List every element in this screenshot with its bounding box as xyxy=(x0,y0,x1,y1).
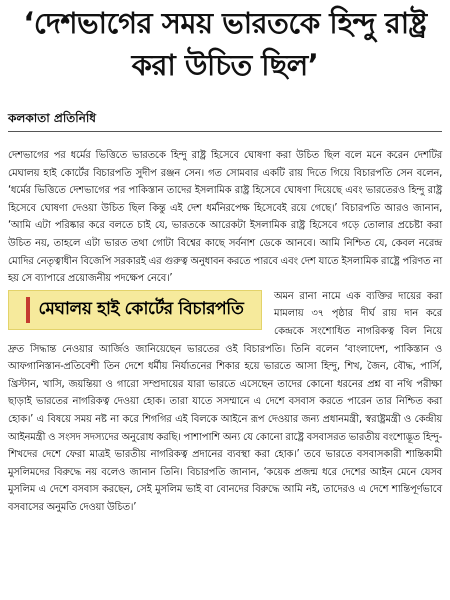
article-body xyxy=(8,147,442,516)
subhead-accent-bar xyxy=(26,297,30,323)
subhead-box xyxy=(8,290,262,330)
article-headline: ‘দেশভাগের সময় ভারতকে হিন্দু রাষ্ট্র করা উচিত ছিল’ xyxy=(23,6,427,82)
subhead-text: মেঘালয় হাই কোর্টের বিচারপতি xyxy=(38,298,244,319)
paragraph-1: দেশভাগের পর ধর্মের ভিত্তিতে ভারতকে হিন্দু রাষ্ট্র হিসেবে ঘোষণা করা উচিত ছিল বলে মনে করেন দেশটির মেঘালয় হাই কোর্টের বিচারপতি সুদীপ রঞ্জন সেন। গত সোমবার একটি রায় দিতে গিয়ে বিচারপতি সেন বলেন, ‘ধর্মের ভিত্তিতে দেশভাগের পর পাকিস্তান তাদের ইসলামিক রাষ্ট্র হিসেবে ঘোষণা দিয়েছে এবং ভারতেরও হিন্দু রাষ্ট্র হিসেবে ঘোষণা দেওয়া উচিত ছিল কিন্তু এই দেশ ধর্মনিরপেক্ষ হিসেবেই রয়ে গেছে।’ বিচারপতি আরও জানান, ‘আমি এটা পরিষ্কার করে বলতে চাই যে, ভারতকে আরেকটা ইসলামিক রাষ্ট্র হিসেবে গড়ে তোলার প্রচেষ্টা করা উচিত নয়, তাহলে এটা ভারত তথা গোটা বিশ্বের কাছে সর্বনাশ ডেকে আনবে। আমি নিশ্চিত যে, কেবল নরেন্দ্র মোদির নেতৃত্বাধীন বিজেপি সরকারই এর গুরুত্ব অনুধাবন করতে পারবে এবং দেশ যাতে ইসলামিক রাষ্ট্রে পরিণত না হয় সে ব্যাপারে প্রয়োজনীয় পদক্ষেপ নেবে।’ xyxy=(8,150,442,285)
byline-divider xyxy=(8,131,442,132)
byline: কলকাতা প্রতিনিধি xyxy=(8,111,97,125)
paragraph-2: অমন রানা নামে এক ব্যক্তির দায়ের করা মামলায় ৩৭ পৃষ্ঠার দীর্ঘ রায় দান করে কেন্দ্রকে সংশোধিত নাগরিকত্ব বিল নিয়ে দ্রুত সিদ্ধান্ত নেওয়ার আর্জিও জানিয়েছেন ভারতের ওই বিচারপতি। তিনি বলেন ‘বাংলাদেশ, পাকিস্তান ও আফগানিস্তান-প্রতিবেশী তিন দেশে ধর্মীয় নির্যাতনের শিকার হয়ে ভারতে আসা হিন্দু, শিখ, জৈন, বৌদ্ধ, পার্সি, খ্রিস্টান, খাসি, জয়ন্তিয়া ও গারো সম্প্রদায়ের যারা ভারতে এসেছেন তাদের কোনো ধরনের প্রশ্ন বা নথি পরীক্ষা ছাড়াই ভারতের নাগরিকত্ব দেওয়া হোক। তারা যাতে সসম্মানে এ দেশে বসবাস করতে পারেন তার নিশ্চিত করা হোক।’ এ বিষয়ে সময় নষ্ট না করে শিগগির এই বিলকে আইনে রূপ দেওয়ার জন্য প্রধানমন্ত্রী, স্বরাষ্ট্রমন্ত্রী ও কেন্দ্রীয় আইনমন্ত্রী ও সংসদ সদস্যদের অনুরোধ করছি। পাশাপাশি অন্য যে কোনো রাষ্ট্রে বসবাসরত ভারতীয় বংশোদ্ভূত হিন্দু-শিখদের দেশে ফেরা মাত্রই ভারতীয় নাগরিকত্ব প্রদানের ব্যবস্থা করা হোক।’ তবে ভারতে বসবাসকারী শান্তিকামী মুসলিমদের বিরুদ্ধে নয় বলেও জানান তিনি। বিচারপতি জানান, ‘কয়েক প্রজন্ম ধরে দেশের আইন মেনে যেসব মুসলিম এ দেশে বসবাস করছেন, সেই মুসলিম ভাই বা বোনদের বিরুদ্ধে আমি নই, তাদেরও এ দেশে শান্তিপূর্ণভাবে বসবাসের অনুমতি দেওয়া উচিত।’ xyxy=(8,290,442,513)
